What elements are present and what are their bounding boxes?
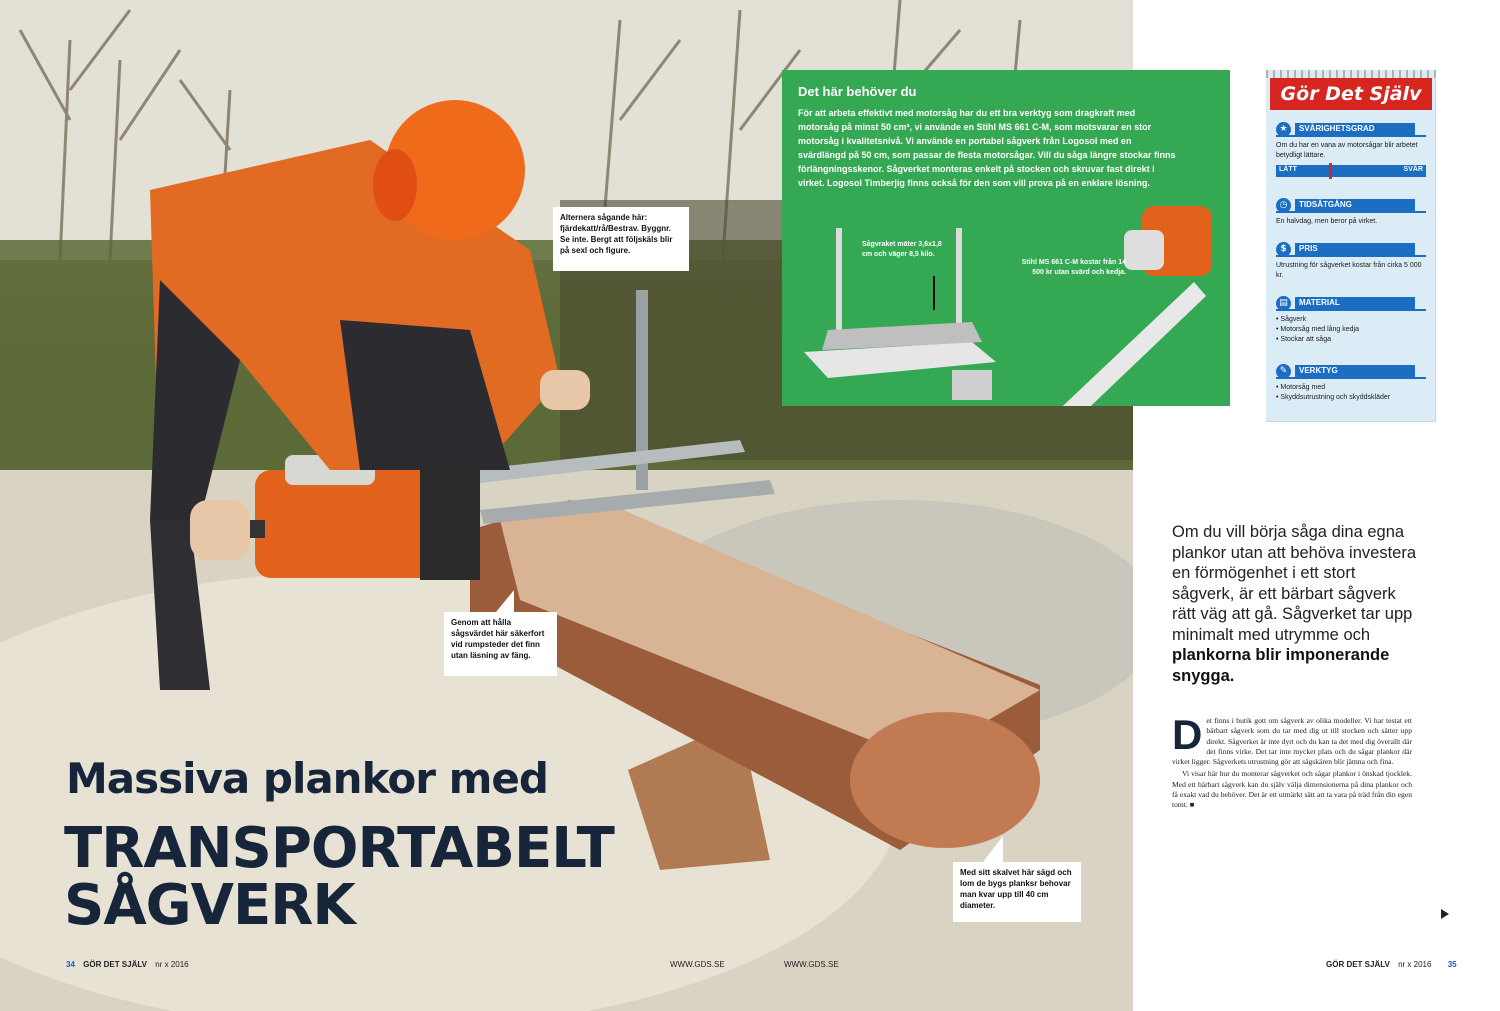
folio-left-magazine: GÖR DET SJÄLV xyxy=(83,960,147,969)
folio-left-issue: nr x 2016 xyxy=(155,960,189,969)
spiral-binding xyxy=(1266,70,1436,78)
headline-line1: Massiva plankor med xyxy=(66,754,548,803)
section-difficulty-label: SVÅRIGHETSGRAD xyxy=(1295,123,1415,135)
equipment-box-title: Det här behöver du xyxy=(798,84,917,99)
folio-left xyxy=(66,960,189,969)
section-price-label: PRIS xyxy=(1295,243,1415,255)
page-number-left: 34 xyxy=(66,960,75,969)
section-tools-label: VERKTYG xyxy=(1295,365,1415,377)
drop-cap: D xyxy=(1172,711,1203,758)
section-time-label: TIDSÅTGÅNG xyxy=(1295,199,1415,211)
callout-top-text: Alternera sågande här: fjärdekatt/rå/Bestrav. Byggnr. Se inte. Bergt att följskäls blir på sexl och figure. xyxy=(560,213,673,255)
difficulty-high-label: SVÅR xyxy=(1403,166,1423,173)
section-time xyxy=(1276,198,1426,227)
section-time-text: En halvdag, men beror på virket. xyxy=(1276,218,1378,225)
headline-line3: SÅGVERK xyxy=(64,873,355,938)
section-difficulty-text: Om du har en vana av motorsågar blir arbetet betydligt lättare. xyxy=(1276,142,1418,159)
difficulty-marker xyxy=(1329,163,1332,179)
callout-top xyxy=(553,207,689,271)
folio-right xyxy=(1326,960,1457,969)
section-material xyxy=(1276,296,1426,345)
tools-icon: ✎ xyxy=(1276,364,1291,379)
section-price-text: Utrustning för sågverket kostar från cirka 5 000 kr. xyxy=(1276,262,1422,279)
callout-middle-tail xyxy=(496,590,514,612)
body-paragraph-1: et finns i butik gott om sågverk av olika modeller. Vi har testat ett bärbart sågverk som du tar med dig ut till stocken och sätter upp direkt. Sågverket är inte dyrt och du kan ta det med dig överallt där det finns virke. Det tar inte mycket plats och du sågar plankor där virket ligger. Sågverkets utrustning gör att sågskären blir jämna och fina. xyxy=(1172,716,1412,767)
continue-arrow-icon xyxy=(1441,909,1449,919)
folio-center-left: WWW.GDS.SE xyxy=(670,960,725,969)
callout-middle xyxy=(444,612,557,676)
headline-line2: TRANSPORTABELT xyxy=(64,816,614,881)
section-price xyxy=(1276,242,1426,281)
equipment-caption-saw: Stihl MS 661 C-M kostar från 14 500 kr utan svärd och kedja. xyxy=(1021,259,1126,276)
difficulty-icon: ★ xyxy=(1276,122,1291,137)
equipment-illustration xyxy=(782,70,1230,406)
section-material-text: • Sågverk • Motorsåg med lång kedja • Stockar att såga xyxy=(1276,316,1359,343)
callout-bottom xyxy=(953,862,1081,922)
price-icon: $ xyxy=(1276,242,1291,257)
ingress-bold-text: plankorna blir imponerande snygga. xyxy=(1172,646,1390,685)
diy-panel-title: Gör Det Själv xyxy=(1270,78,1432,110)
folio-center-right: WWW.GDS.SE xyxy=(784,960,839,969)
difficulty-low-label: LÄTT xyxy=(1279,166,1297,173)
clock-icon: ◷ xyxy=(1276,198,1291,213)
body-paragraph-2: Vi visar här hur du monterar sågverket och sågar plankor i önskad tjocklek. Med ett bärbart sågverk kan du själv välja dimensionerna på dina plankor och få exakt vad du behöver. Det är ett utmärkt sätt att ta vara på träd från din egen tomt. ■ xyxy=(1172,769,1412,810)
difficulty-scale xyxy=(1276,165,1426,177)
equipment-caption-mill: Sågvraket mäter 3,6x1,8 cm och väger 8,5 kilo. xyxy=(862,241,942,258)
section-material-label: MATERIAL xyxy=(1295,297,1415,309)
callout-bottom-tail xyxy=(983,836,1003,862)
article-body xyxy=(1172,711,1412,811)
equipment-box xyxy=(782,70,1230,406)
page-number-right: 35 xyxy=(1447,960,1457,969)
section-difficulty xyxy=(1276,122,1426,177)
folio-right-issue: nr x 2016 xyxy=(1398,960,1432,969)
folio-right-magazine: GÖR DET SJÄLV xyxy=(1326,960,1390,969)
headline-main xyxy=(64,816,614,938)
material-icon: ▤ xyxy=(1276,296,1291,311)
equipment-box-text: För att arbeta effektivt med motorsåg har du ett bra verktyg som dragkraft med motorsåg på minst 50 cm³, vi använde en Stihl MS 661 C-M, som motsvarar en stor motorsåg i kvalitetsnivå. Vi använde en portabel sågverk från Logosol med en svärdlängd på 50 cm, som passar de flesta motorsågar. Vill du såga längre stockar finns förlängningsskenor. Sågverket monteras enkelt på stocken och skruvar fast direkt i virket. Logosol Timberjig finns också för den som vill prova på en enklare lösning. xyxy=(798,108,1176,188)
ingress-text: Om du vill börja såga dina egna plankor utan att behöva investera en förmögenhet i ett stort sågverk, är ett bärbart sågverk rätt väg att gå. Sågverket tar upp minimalt med utrymme och xyxy=(1172,523,1416,644)
diy-fact-panel xyxy=(1266,70,1436,422)
section-tools-text: • Motorsåg med • Skyddsutrustning och skyddskläder xyxy=(1276,384,1391,401)
section-tools xyxy=(1276,364,1426,403)
callout-middle-text: Genom att hålla sågsvärdet här säkerfort vid rumpsteder det finn utan läsning av fäng. xyxy=(451,618,545,660)
callout-bottom-text: Med sitt skalvet här sägd och lom de bygs planksr behovar man kvar upp till 40 cm diameter. xyxy=(960,868,1072,910)
article-ingress xyxy=(1172,522,1422,686)
